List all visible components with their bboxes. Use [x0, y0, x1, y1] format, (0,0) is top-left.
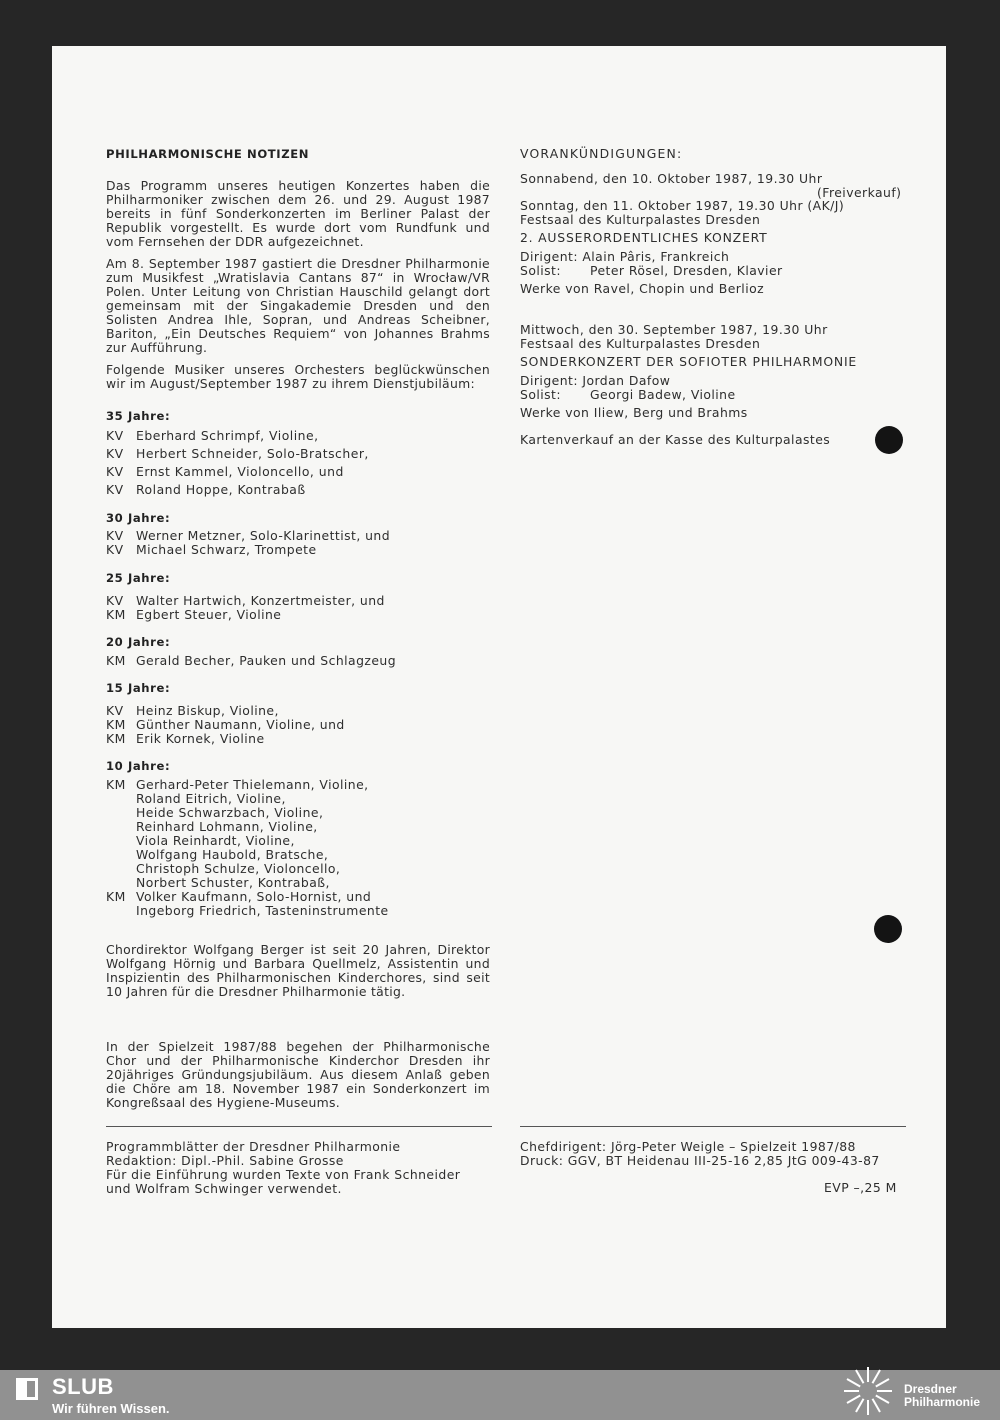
section-title: PHILHARMONISCHE NOTIZEN	[106, 147, 310, 161]
list-item: Norbert Schuster, Kontrabaß,	[136, 875, 330, 890]
event1-venue: Festsaal des Kulturpalastes Dresden	[520, 212, 761, 227]
list-item: KM Gerald Becher, Pauken und Schlagzeug	[106, 653, 397, 668]
paragraph-chorus-staff: Chordirektor Wolfgang Berger ist seit 20 Jahren, Direktor Wolfgang Hörnig und Barbara Quellmelz, Assistentin und Inspizientin des Philharmonischen Kinderchores, sind seit 10 Jahren für die Dresdner Philharmonie tätig.	[106, 942, 490, 999]
list-item: KV Walter Hartwich, Konzertmeister, und	[106, 593, 385, 608]
jubilee-list-30	[106, 529, 390, 557]
jubilee-list-20	[106, 654, 396, 668]
list-item: KV Heinz Biskup, Violine,	[106, 703, 279, 718]
list-item: KV Werner Metzner, Solo-Klarinettist, und	[106, 528, 391, 543]
jubilee-heading-10: 10 Jahre:	[106, 759, 171, 773]
event2-conductor: Dirigent: Jordan Dafow	[520, 373, 671, 388]
footer-printing: Chefdirigent: Jörg-Peter Weigle – Spielzeit 1987/88 Druck: GGV, BT Heidenau III-25-16 2,85 JtG 009-43-87	[520, 1139, 880, 1168]
ticket-sales: Kartenverkauf an der Kasse des Kulturpalastes	[520, 432, 831, 447]
announcements-title: VORANKÜNDIGUNGEN:	[520, 146, 683, 161]
list-item: KV Herbert Schneider, Solo-Bratscher,	[106, 446, 369, 461]
list-item: KM Erik Kornek, Violine	[106, 731, 265, 746]
list-item: Wolfgang Haubold, Bratsche,	[136, 847, 329, 862]
jubilee-list-35	[106, 427, 369, 499]
event1-name: 2. AUSSERORDENTLICHES KONZERT	[520, 230, 768, 245]
jubilee-list-15	[106, 704, 345, 746]
event2-name: SONDERKONZERT DER SOFIOTER PHILHARMONIE	[520, 354, 858, 369]
event1-date1: Sonnabend, den 10. Oktober 1987, 19.30 Uhr	[520, 171, 823, 186]
list-item: KV Roland Hoppe, Kontrabaß	[106, 482, 306, 497]
list-item: KM Gerhard-Peter Thielemann, Violine,	[106, 777, 369, 792]
punch-hole-top	[875, 426, 903, 454]
slub-logo-icon	[16, 1378, 38, 1400]
punch-hole-bottom	[874, 915, 902, 943]
list-item: KM Günther Naumann, Violine, und	[106, 717, 345, 732]
paragraph-program: Das Programm unseres heutigen Konzertes haben die Philharmoniker zwischen dem 26. und 29. August 1987 bereits in fünf Sonderkonzerten im Berliner Palast der Republik vorgestellt. Es wurde dort vom Rundfunk und vom Fernsehen der DDR aufgezeichnet.	[106, 178, 490, 249]
footer-credits: Programmblätter der Dresdner Philharmonie Redaktion: Dipl.-Phil. Sabine Grosse Für die Einführung wurden Texte von Frank Schneider und Wolfram Schwinger verwendet.	[106, 1139, 461, 1196]
footer-price: EVP –,25 M	[824, 1180, 897, 1195]
jubilee-list-25	[106, 594, 385, 622]
list-item: Ingeborg Friedrich, Tasteninstrumente	[136, 903, 389, 918]
footer-divider-left	[106, 1126, 492, 1127]
event1-free-sale: (Freiverkauf)	[817, 185, 902, 200]
slub-name[interactable]: SLUB	[52, 1374, 114, 1399]
list-item: Heide Schwarzbach, Violine,	[136, 805, 324, 820]
footer-divider-right	[520, 1126, 906, 1127]
list-item: KV Eberhard Schrimpf, Violine,	[106, 428, 319, 443]
paragraph-chorus-jubilee: In der Spielzeit 1987/88 begehen der Philharmonische Chor und der Philharmonische Kinderchor Dresden ihr 20jähriges Gründungsjubiläum. Aus diesem Anlaß geben die Chöre am 18. November 1987 ein Sonderkonzert im Kongreßsaal des Hygiene-Museums.	[106, 1039, 490, 1110]
event2-works: Werke von Iliew, Berg und Brahms	[520, 405, 748, 420]
philharmonie-name[interactable]: Dresdner Philharmonie	[904, 1382, 981, 1409]
jubilee-heading-35: 35 Jahre:	[106, 409, 171, 423]
list-item: KV Ernst Kammel, Violoncello, und	[106, 464, 344, 479]
jubilee-heading-20: 20 Jahre:	[106, 635, 171, 649]
slub-tagline: Wir führen Wissen.	[52, 1401, 170, 1416]
event2-date: Mittwoch, den 30. September 1987, 19.30 Uhr	[520, 322, 828, 337]
list-item: Roland Eitrich, Violine,	[136, 791, 286, 806]
event2-soloist: Solist: Georgi Badew, Violine	[520, 387, 736, 402]
event1-date2: Sonntag, den 11. Oktober 1987, 19.30 Uhr (AK/J)	[520, 198, 845, 213]
jubilee-list-10	[106, 778, 389, 918]
philharmonie-sunburst-icon	[842, 1365, 894, 1417]
viewer-footer-bar	[0, 1370, 1000, 1420]
jubilee-heading-15: 15 Jahre:	[106, 681, 171, 695]
list-item: Christoph Schulze, Violoncello,	[136, 861, 341, 876]
event1-soloist: Solist: Peter Rösel, Dresden, Klavier	[520, 263, 783, 278]
list-item: KM Volker Kaufmann, Solo-Hornist, und	[106, 889, 372, 904]
list-item: Reinhard Lohmann, Violine,	[136, 819, 318, 834]
paragraph-jubilee-intro: Folgende Musiker unseres Orchesters beglückwünschen wir im August/September 1987 zu ihrem Dienstjubiläum:	[106, 362, 490, 391]
list-item: KV Michael Schwarz, Trompete	[106, 542, 317, 557]
list-item: KM Egbert Steuer, Violine	[106, 607, 282, 622]
event1-works: Werke von Ravel, Chopin und Berlioz	[520, 281, 765, 296]
paragraph-wratislavia: Am 8. September 1987 gastiert die Dresdner Philharmonie zum Musikfest „Wratislavia Cantans 87“ in Wrocław/VR Polen. Unter Leitung von Christian Hauschild gelangt dort gemeinsam mit der Singakademie Dresden und den Solisten Andrea Ihle, Sopran, und Andreas Scheibner, Bariton, „Ein Deutsches Requiem“ von Johannes Brahms zur Aufführung.	[106, 256, 490, 355]
jubilee-heading-30: 30 Jahre:	[106, 511, 171, 525]
list-item: Viola Reinhardt, Violine,	[136, 833, 295, 848]
event2-venue: Festsaal des Kulturpalastes Dresden	[520, 336, 761, 351]
event1-conductor: Dirigent: Alain Pâris, Frankreich	[520, 249, 730, 264]
jubilee-heading-25: 25 Jahre:	[106, 571, 171, 585]
